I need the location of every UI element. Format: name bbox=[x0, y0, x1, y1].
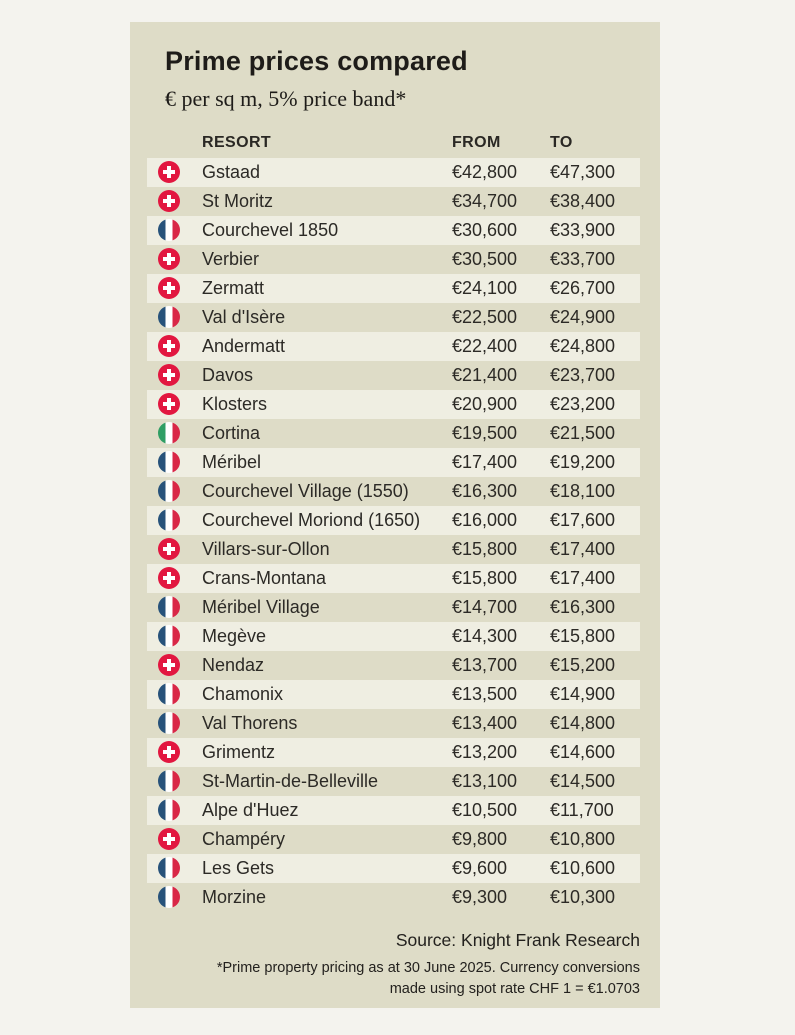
fr-flag-icon bbox=[158, 712, 180, 734]
resort-name: Megève bbox=[202, 626, 267, 646]
ch-flag-icon bbox=[158, 828, 180, 850]
ch-flag-icon bbox=[158, 335, 180, 357]
price-from: €42,800 bbox=[452, 162, 518, 182]
resort-name: St Moritz bbox=[202, 191, 274, 211]
table-row bbox=[147, 883, 640, 912]
ch-flag-icon bbox=[158, 364, 180, 386]
price-from: €22,400 bbox=[452, 336, 518, 356]
price-from: €13,200 bbox=[452, 742, 518, 762]
resort-name: Val d'Isère bbox=[202, 307, 286, 327]
table-row bbox=[147, 274, 640, 303]
table-row bbox=[147, 419, 640, 448]
price-to: €24,900 bbox=[550, 307, 616, 327]
price-from: €9,300 bbox=[452, 887, 508, 907]
price-from: €30,600 bbox=[452, 220, 518, 240]
price-from: €16,300 bbox=[452, 481, 518, 501]
table-row bbox=[147, 506, 640, 535]
fr-flag-icon bbox=[158, 306, 180, 328]
price-from: €19,500 bbox=[452, 423, 518, 443]
resort-name: Champéry bbox=[202, 829, 286, 849]
resort-name: Courchevel 1850 bbox=[202, 220, 339, 240]
price-from: €15,800 bbox=[452, 568, 518, 588]
table-row bbox=[147, 767, 640, 796]
ch-flag-icon bbox=[158, 277, 180, 299]
column-header-resort: RESORT bbox=[202, 134, 272, 151]
resort-name: Grimentz bbox=[202, 742, 276, 762]
price-to: €17,400 bbox=[550, 568, 616, 588]
table-row bbox=[147, 187, 640, 216]
fr-flag-icon bbox=[158, 219, 180, 241]
price-from: €22,500 bbox=[452, 307, 518, 327]
table-row bbox=[147, 390, 640, 419]
ch-flag-icon bbox=[158, 161, 180, 183]
price-from: €10,500 bbox=[452, 800, 518, 820]
resort-name: St-Martin-de-Belleville bbox=[202, 771, 379, 791]
price-from: €17,400 bbox=[452, 452, 518, 472]
table-row bbox=[147, 593, 640, 622]
resort-name: Davos bbox=[202, 365, 254, 385]
source-credit: Source: Knight Frank Research bbox=[395, 930, 640, 950]
resort-name: Courchevel Moriond (1650) bbox=[202, 510, 421, 530]
footnote-line-2: made using spot rate CHF 1 = €1.0703 bbox=[389, 981, 640, 997]
fr-flag-icon bbox=[158, 451, 180, 473]
table-row bbox=[147, 622, 640, 651]
price-to: €38,400 bbox=[550, 191, 616, 211]
resort-name: Gstaad bbox=[202, 162, 261, 182]
price-to: €17,400 bbox=[550, 539, 616, 559]
price-to: €14,900 bbox=[550, 684, 616, 704]
table-row bbox=[147, 564, 640, 593]
price-to: €23,200 bbox=[550, 394, 616, 414]
price-to: €14,600 bbox=[550, 742, 616, 762]
table-row bbox=[147, 796, 640, 825]
prices-chart-card bbox=[130, 22, 660, 1008]
resort-name: Val Thorens bbox=[202, 713, 298, 733]
table-row bbox=[147, 709, 640, 738]
resort-name: Les Gets bbox=[202, 858, 275, 878]
fr-flag-icon bbox=[158, 480, 180, 502]
resort-name: Crans-Montana bbox=[202, 568, 327, 588]
price-from: €13,500 bbox=[452, 684, 518, 704]
fr-flag-icon bbox=[158, 799, 180, 821]
resort-name: Alpe d'Huez bbox=[202, 800, 299, 820]
price-to: €14,500 bbox=[550, 771, 616, 791]
resort-name: Andermatt bbox=[202, 336, 286, 356]
price-from: €13,700 bbox=[452, 655, 518, 675]
table-row bbox=[147, 448, 640, 477]
price-to: €15,200 bbox=[550, 655, 616, 675]
it-flag-icon bbox=[158, 422, 180, 444]
fr-flag-icon bbox=[158, 857, 180, 879]
ch-flag-icon bbox=[158, 741, 180, 763]
ch-flag-icon bbox=[158, 538, 180, 560]
price-to: €33,900 bbox=[550, 220, 616, 240]
resort-name: Villars-sur-Ollon bbox=[202, 539, 330, 559]
price-from: €9,600 bbox=[452, 858, 508, 878]
price-to: €21,500 bbox=[550, 423, 616, 443]
ch-flag-icon bbox=[158, 567, 180, 589]
chart-title: Prime prices compared bbox=[165, 46, 468, 76]
price-to: €23,700 bbox=[550, 365, 616, 385]
footnote-line-1: *Prime property pricing as at 30 June 2025. Currency conversions bbox=[216, 960, 640, 976]
resort-name: Klosters bbox=[202, 394, 268, 414]
price-to: €18,100 bbox=[550, 481, 616, 501]
table-row bbox=[147, 158, 640, 187]
price-to: €10,300 bbox=[550, 887, 616, 907]
resort-name: Morzine bbox=[202, 887, 267, 907]
price-table-rows bbox=[147, 158, 640, 912]
ch-flag-icon bbox=[158, 393, 180, 415]
price-from: €30,500 bbox=[452, 249, 518, 269]
table-row bbox=[147, 332, 640, 361]
fr-flag-icon bbox=[158, 596, 180, 618]
fr-flag-icon bbox=[158, 683, 180, 705]
resort-name: Courchevel Village (1550) bbox=[202, 481, 409, 501]
price-from: €14,300 bbox=[452, 626, 518, 646]
table-row bbox=[147, 361, 640, 390]
table-row bbox=[147, 680, 640, 709]
price-to: €19,200 bbox=[550, 452, 616, 472]
price-from: €24,100 bbox=[452, 278, 518, 298]
price-from: €21,400 bbox=[452, 365, 518, 385]
price-from: €13,100 bbox=[452, 771, 518, 791]
price-to: €14,800 bbox=[550, 713, 616, 733]
resort-name: Chamonix bbox=[202, 684, 284, 704]
price-to: €33,700 bbox=[550, 249, 616, 269]
fr-flag-icon bbox=[158, 509, 180, 531]
table-row bbox=[147, 303, 640, 332]
price-to: €16,300 bbox=[550, 597, 616, 617]
price-to: €10,600 bbox=[550, 858, 616, 878]
resort-name: Cortina bbox=[202, 423, 261, 443]
fr-flag-icon bbox=[158, 770, 180, 792]
resort-name: Nendaz bbox=[202, 655, 265, 675]
price-from: €15,800 bbox=[452, 539, 518, 559]
price-to: €11,700 bbox=[550, 800, 614, 820]
fr-flag-icon bbox=[158, 886, 180, 908]
price-to: €10,800 bbox=[550, 829, 616, 849]
footnote bbox=[217, 958, 640, 1000]
table-row bbox=[147, 216, 640, 245]
table-row bbox=[147, 651, 640, 680]
table-row bbox=[147, 738, 640, 767]
resort-name: Zermatt bbox=[202, 278, 265, 298]
table-row bbox=[147, 825, 640, 854]
table-row bbox=[147, 245, 640, 274]
price-from: €20,900 bbox=[452, 394, 518, 414]
price-to: €26,700 bbox=[550, 278, 616, 298]
price-to: €47,300 bbox=[550, 162, 616, 182]
ch-flag-icon bbox=[158, 248, 180, 270]
price-to: €24,800 bbox=[550, 336, 616, 356]
price-from: €14,700 bbox=[452, 597, 518, 617]
resort-name: Verbier bbox=[202, 249, 260, 269]
price-from: €9,800 bbox=[452, 829, 508, 849]
resort-name: Méribel bbox=[202, 452, 262, 472]
table-row bbox=[147, 477, 640, 506]
price-to: €17,600 bbox=[550, 510, 616, 530]
price-from: €34,700 bbox=[452, 191, 518, 211]
table-row bbox=[147, 854, 640, 883]
price-from: €16,000 bbox=[452, 510, 518, 530]
column-header-to: TO bbox=[550, 134, 573, 151]
ch-flag-icon bbox=[158, 190, 180, 212]
fr-flag-icon bbox=[158, 625, 180, 647]
resort-name: Méribel Village bbox=[202, 597, 320, 617]
table-row bbox=[147, 535, 640, 564]
column-header-from: FROM bbox=[452, 134, 501, 151]
chart-subtitle: € per sq m, 5% price band* bbox=[165, 86, 407, 111]
price-from: €13,400 bbox=[452, 713, 518, 733]
price-to: €15,800 bbox=[550, 626, 616, 646]
ch-flag-icon bbox=[158, 654, 180, 676]
